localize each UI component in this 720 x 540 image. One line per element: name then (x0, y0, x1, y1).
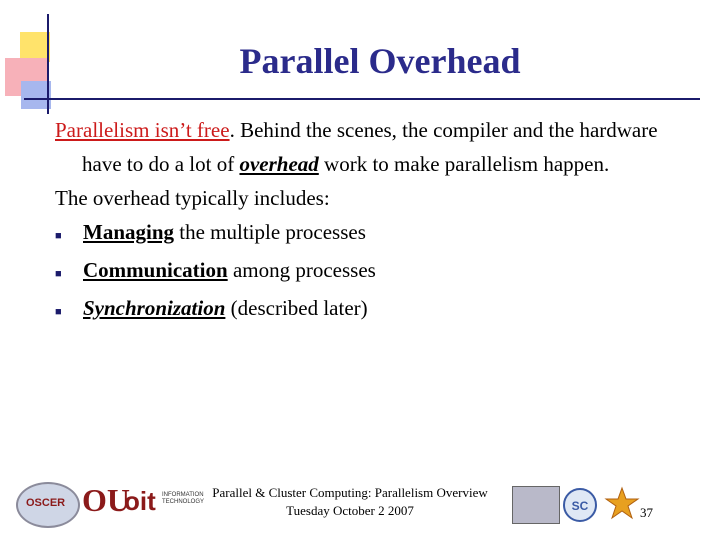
ou-logo-icon: OU (82, 482, 130, 518)
intro-text: . Behind the scenes, the compiler and the hardware have to do a lot of (82, 118, 658, 176)
overhead-line: The overhead typically includes: (55, 186, 330, 210)
oscer-logo-icon (16, 482, 80, 528)
oit-logo-small: INFORMATION TECHNOLOGY (162, 492, 205, 505)
list-item (55, 215, 685, 253)
intro-emphasis: overhead (239, 152, 319, 176)
intro-paragraph (55, 113, 685, 181)
bullet-text: among processes (227, 258, 376, 282)
bullet-key: Synchronization (83, 296, 226, 320)
square-bullet-icon: ■ (55, 230, 62, 242)
slide-title: Parallel Overhead (239, 41, 521, 81)
decor-horizontal-rule (24, 98, 700, 100)
footer-line2: Tuesday October 2 2007 (286, 503, 414, 518)
footer-line1: Parallel & Cluster Computing: Parallelism Overview (212, 485, 488, 500)
star-logo-icon (604, 486, 640, 522)
bullet-key: Communication (83, 258, 228, 282)
footer-caption (185, 484, 515, 520)
sc07-logo-icon (560, 486, 600, 524)
square-bullet-icon: ■ (55, 306, 62, 318)
oscer-logo-text: OSCER (26, 497, 66, 509)
supercomputing-logo-icon (512, 486, 560, 524)
list-item (55, 253, 685, 291)
slide-body (55, 113, 685, 329)
bullet-text: (described later) (225, 296, 368, 320)
intro-tail: work to make parallelism happen. (318, 152, 610, 176)
bullet-key: Managing (83, 220, 175, 244)
page-number: 37 (640, 505, 653, 520)
square-bullet-icon: ■ (55, 268, 62, 280)
list-item (55, 291, 685, 329)
svg-text:SC: SC (571, 499, 589, 513)
oit-logo-big: oit (124, 486, 156, 516)
intro-lead: Parallelism isn’t free (55, 118, 230, 142)
bullet-text: the multiple processes (174, 220, 366, 244)
